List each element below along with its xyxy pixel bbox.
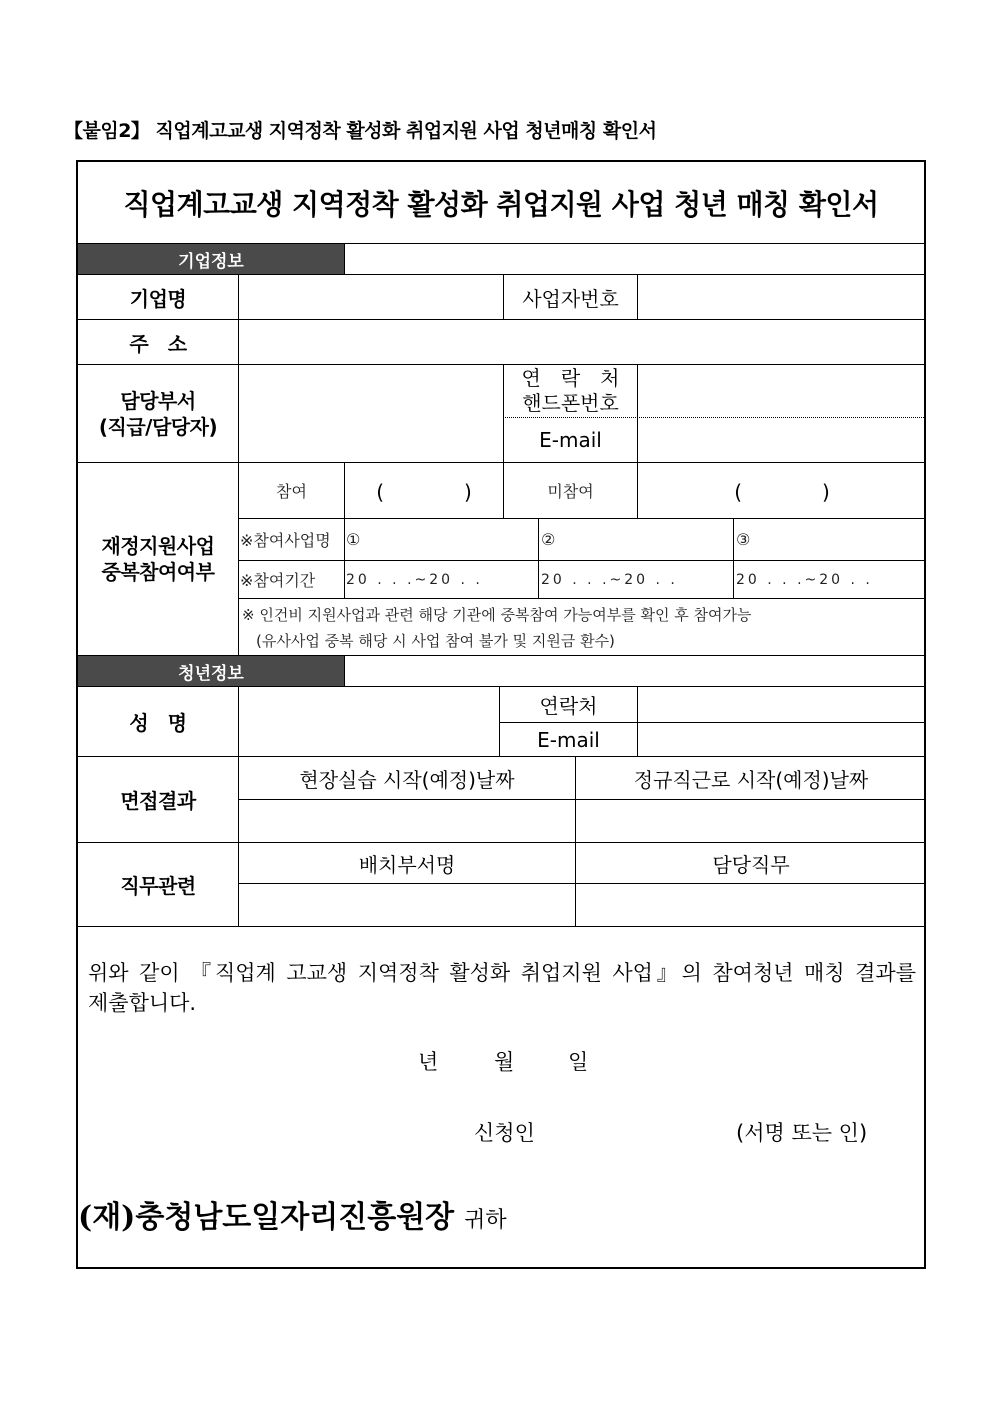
youth-contact-field[interactable] [638,687,926,722]
finance-note-line1: ※ 인건비 지원사업과 관련 해당 기관에 중복참여 가능여부를 확인 후 참여가능 [242,606,752,624]
applicant-label: 신청인 [474,1121,535,1145]
job-related-label: 직무관련 [120,874,196,898]
business-number-label: 사업자번호 [522,286,619,311]
not-participate-label: 미참여 [547,482,594,501]
confirmation-form [76,160,958,1269]
declaration-text: 위와 같이 『직업계 고교생 지역정착 활성화 취업지원 사업』의 참여청년 매칭 결과를 제출합니다. [88,961,958,1015]
organization-name: (재)충청남도일자리진흥원장 [78,1200,455,1235]
rule [238,598,926,599]
youth-email-field[interactable] [638,723,926,756]
participate-checkbox[interactable]: ( ) [376,480,472,504]
rule [78,926,926,927]
interview-result-label: 면접결과 [120,789,196,813]
participate-label: 참여 [276,482,307,501]
period-3[interactable]: 20 . . .~20 . . [736,571,873,588]
business-number-field[interactable] [638,275,926,319]
not-participate-checkbox[interactable]: ( ) [734,480,830,504]
contact-label-line2: 핸드폰번호 [522,391,619,415]
duty-label: 담당직무 [712,852,790,877]
department-field[interactable] [239,365,503,462]
department-label-line2: (직급/담당자) [98,414,218,439]
youth-email-label: E-mail [537,727,600,752]
practice-start-label: 현장실습 시작(예정)날짜 [299,767,515,792]
attachment-title: 【붙임2】 직업계고교생 지역정착 활성화 취업지원 사업 청년매칭 확인서 [64,120,657,142]
dept-name-label: 배치부서명 [358,852,456,877]
project-name-label: ※참여사업명 [240,531,331,550]
rule [344,243,345,274]
finance-label-line2: 중복참여여부 [101,560,215,584]
year-label: 년 [418,1050,439,1074]
contact-label-line1: 연 락 처 [521,366,620,390]
finance-note [242,602,751,654]
department-label [78,365,238,462]
rule [344,655,345,686]
signature-field[interactable]: (서명 또는 인) [736,1121,868,1145]
company-name-field[interactable] [239,275,503,319]
address-label: 주 소 [129,331,187,356]
project-name-2[interactable]: ② [541,530,556,549]
day-label: 일 [568,1050,589,1074]
project-name-3[interactable]: ③ [736,530,751,549]
finance-note-line2: (유사사업 중복 해당 시 사업 참여 불가 및 지원금 환수) [256,632,615,650]
youth-name-label: 성 명 [129,711,187,735]
duty-field[interactable] [576,884,926,926]
project-name-1[interactable]: ① [346,530,361,549]
company-email-field[interactable] [638,418,926,462]
youth-contact-label: 연락처 [539,694,598,718]
form-title: 직업계고교생 지역정착 활성화 취업지원 사업 청년 매칭 확인서 [123,188,879,221]
period-label: ※참여기간 [240,571,316,590]
finance-label-line1: 재정지원사업 [101,534,215,558]
rule [733,518,734,598]
company-email-label: E-mail [539,428,602,452]
addressee [78,1192,507,1236]
department-label-line1: 담당부서 [120,388,196,413]
finance-label [78,463,238,655]
section-youth-info: 청년정보 [78,656,344,686]
dept-name-field[interactable] [239,884,575,926]
address-field[interactable] [239,320,926,364]
contact-label [504,365,637,417]
honorific: 귀하 [464,1208,507,1233]
practice-start-field[interactable] [239,800,575,842]
company-name-label: 기업명 [129,286,187,311]
regular-start-label: 정규직근로 시작(예정)날짜 [633,767,869,792]
regular-start-field[interactable] [576,800,926,842]
rule [538,518,539,598]
month-label: 월 [494,1050,515,1074]
period-2[interactable]: 20 . . .~20 . . [541,571,678,588]
section-company-info: 기업정보 [78,244,344,274]
period-1[interactable]: 20 . . .~20 . . [346,571,483,588]
youth-name-field[interactable] [239,687,499,756]
company-contact-field[interactable] [638,365,926,417]
